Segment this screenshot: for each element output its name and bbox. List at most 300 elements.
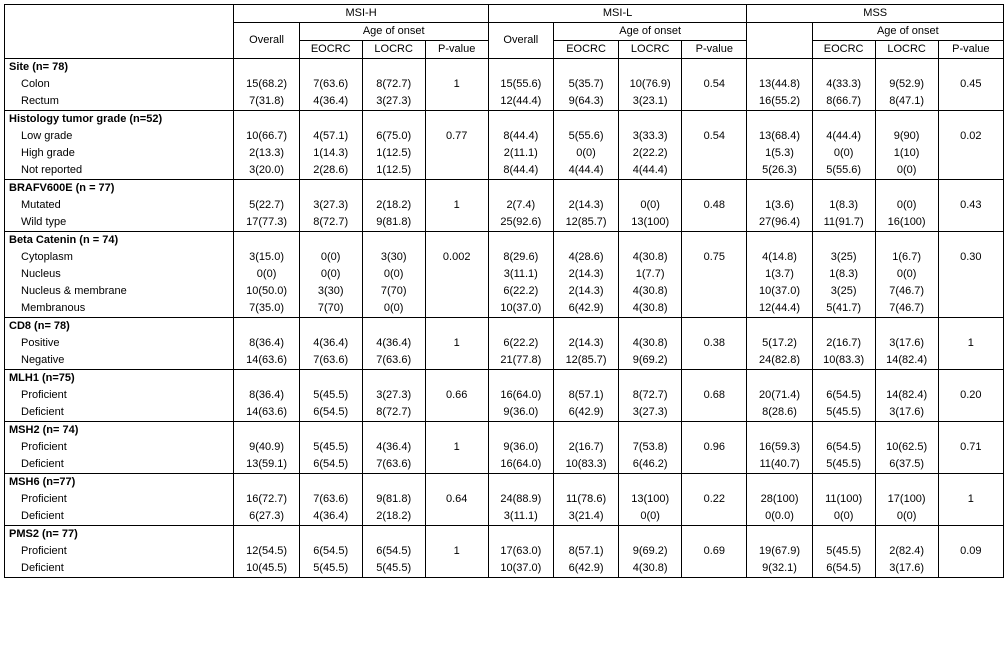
- header-overall-mss: [747, 23, 812, 59]
- row-label-block: [5, 318, 234, 370]
- value-cell: 3(17.6): [889, 337, 925, 349]
- group-title: CD8 (n= 78): [9, 320, 70, 332]
- value-block: [747, 111, 812, 180]
- value-cell: 8(72.7): [376, 406, 412, 418]
- header-corner-cell: [5, 5, 234, 59]
- value-cell: 16(64.0): [500, 458, 542, 470]
- value-block: [619, 474, 682, 526]
- pvalue-cell: 0.68: [703, 389, 725, 401]
- value-cell: 0(0): [320, 251, 341, 263]
- value-cell: 7(63.6): [376, 354, 412, 366]
- value-cell: 3(11.1): [503, 268, 538, 280]
- value-cell: 17(100): [887, 493, 926, 505]
- pvalue-block: [938, 59, 1003, 111]
- pvalue-block: [682, 474, 747, 526]
- pvalue-cell: [426, 508, 488, 525]
- pvalue-block: [425, 111, 488, 180]
- table-row: [5, 59, 1004, 111]
- pvalue-block: [425, 526, 488, 578]
- value-cell: 8(44.4): [503, 130, 539, 142]
- value-cell: 3(15.0): [249, 251, 285, 263]
- value-cell: 27(96.4): [759, 216, 801, 228]
- value-block: [488, 422, 553, 474]
- pvalue-cell: [939, 93, 1003, 110]
- value-cell: 3(17.6): [889, 562, 925, 574]
- value-cell: 6(54.5): [313, 545, 349, 557]
- value-cell: 5(45.5): [376, 562, 412, 574]
- value-cell: 4(30.8): [632, 302, 668, 314]
- value-block: [812, 111, 875, 180]
- pvalue-cell: [939, 404, 1003, 421]
- value-block: [299, 422, 362, 474]
- value-cell: 2(82.4): [889, 545, 925, 557]
- value-block: [875, 180, 938, 232]
- group-title: MSH6 (n=77): [9, 476, 76, 488]
- pvalue-cell: 0.09: [960, 545, 982, 557]
- value-cell: 10(37.0): [500, 562, 542, 574]
- value-block: [299, 232, 362, 318]
- value-cell: 7(31.8): [249, 95, 285, 107]
- value-block: [553, 370, 618, 422]
- value-cell: 6(22.2): [503, 337, 539, 349]
- row-label: Deficient: [21, 562, 64, 574]
- value-cell: 4(57.1): [313, 130, 349, 142]
- pvalue-cell: [682, 352, 746, 369]
- value-cell: 8(72.7): [376, 78, 412, 90]
- table-row: [5, 318, 1004, 370]
- pvalue-block: [682, 111, 747, 180]
- pvalue-cell: [939, 162, 1003, 179]
- pvalue-block: [938, 111, 1003, 180]
- pvalue-block: [425, 318, 488, 370]
- value-cell: 0(0): [320, 268, 341, 280]
- value-block: [488, 474, 553, 526]
- pvalue-block: [938, 370, 1003, 422]
- group-title: Site (n= 78): [9, 61, 68, 73]
- group-title: PMS2 (n= 77): [9, 528, 78, 540]
- value-cell: 14(63.6): [246, 354, 288, 366]
- value-cell: 6(22.2): [503, 285, 539, 297]
- value-block: [619, 180, 682, 232]
- group-title: MSH2 (n= 74): [9, 424, 79, 436]
- row-label: Proficient: [21, 441, 67, 453]
- row-label-block: [5, 232, 234, 318]
- value-cell: 12(54.5): [246, 545, 288, 557]
- pvalue-cell: 0.66: [445, 389, 468, 401]
- value-cell: 0(0): [896, 510, 917, 522]
- value-cell: 19(67.9): [759, 545, 801, 557]
- value-cell: 8(36.4): [249, 337, 285, 349]
- value-cell: 2(11.1): [503, 147, 538, 159]
- value-cell: 2(14.3): [568, 199, 604, 211]
- pvalue-block: [938, 526, 1003, 578]
- value-block: [362, 111, 425, 180]
- value-cell: 3(27.3): [376, 95, 412, 107]
- value-block: [234, 232, 299, 318]
- row-label: Mutated: [21, 199, 61, 211]
- pvalue-block: [938, 232, 1003, 318]
- value-cell: 6(54.5): [313, 458, 349, 470]
- value-block: [875, 232, 938, 318]
- value-cell: 20(71.4): [759, 389, 801, 401]
- value-cell: 16(100): [887, 216, 926, 228]
- value-cell: 3(25): [830, 285, 857, 297]
- header-ageonset-msi-h: Age of onset: [299, 23, 488, 41]
- value-cell: 7(35.0): [249, 302, 285, 314]
- value-cell: 1(8.3): [829, 199, 859, 211]
- row-label: Colon: [21, 78, 50, 90]
- value-cell: 4(36.4): [313, 95, 349, 107]
- pvalue-cell: 0.96: [703, 441, 725, 453]
- value-block: [619, 59, 682, 111]
- pvalue-block: [938, 474, 1003, 526]
- value-cell: 13(59.1): [246, 458, 288, 470]
- table-row: [5, 111, 1004, 180]
- row-label: Deficient: [21, 458, 64, 470]
- value-block: [812, 370, 875, 422]
- table-header: [5, 5, 1004, 59]
- header-ageonset-mss: Age of onset: [812, 23, 1003, 41]
- group-title: MLH1 (n=75): [9, 372, 75, 384]
- value-cell: 12(44.4): [759, 302, 801, 314]
- value-block: [553, 111, 618, 180]
- value-cell: 12(85.7): [565, 216, 607, 228]
- pvalue-cell: [682, 300, 746, 317]
- pvalue-cell: 0.002: [442, 251, 471, 263]
- table-row: [5, 526, 1004, 578]
- value-cell: 1(10): [893, 147, 920, 159]
- value-cell: 5(45.5): [826, 458, 862, 470]
- value-cell: 25(92.6): [500, 216, 542, 228]
- value-block: [299, 370, 362, 422]
- value-cell: 7(70): [317, 302, 344, 314]
- pvalue-block: [425, 180, 488, 232]
- value-cell: 10(45.5): [246, 562, 288, 574]
- value-block: [553, 526, 618, 578]
- value-cell: 5(26.3): [762, 164, 797, 176]
- table-sheet: [0, 4, 1006, 665]
- value-cell: 6(42.9): [568, 406, 604, 418]
- value-cell: 2(14.3): [568, 268, 604, 280]
- pvalue-cell: 1: [453, 337, 460, 349]
- value-block: [362, 180, 425, 232]
- header-row-groups: [5, 5, 1004, 23]
- row-label: Cytoplasm: [21, 251, 73, 263]
- pvalue-cell: 1: [967, 337, 974, 349]
- value-block: [299, 474, 362, 526]
- value-cell: 9(69.2): [632, 545, 668, 557]
- pvalue-cell: 0.77: [445, 130, 468, 142]
- group-title: Histology tumor grade (n=52): [9, 113, 163, 125]
- row-label: Deficient: [21, 510, 64, 522]
- value-block: [362, 232, 425, 318]
- row-label-block: [5, 59, 234, 111]
- value-cell: 11(40.7): [759, 458, 800, 470]
- row-label: Nucleus: [21, 268, 61, 280]
- value-cell: 7(63.6): [376, 458, 412, 470]
- value-cell: 10(50.0): [246, 285, 288, 297]
- value-cell: 5(55.6): [826, 164, 862, 176]
- value-cell: 9(40.9): [249, 441, 285, 453]
- value-block: [747, 318, 812, 370]
- value-cell: 6(54.5): [826, 441, 862, 453]
- pvalue-cell: [682, 508, 746, 525]
- value-cell: 8(36.4): [249, 389, 285, 401]
- value-cell: 4(14.8): [762, 251, 797, 263]
- value-block: [234, 111, 299, 180]
- value-cell: 10(83.3): [565, 458, 607, 470]
- value-cell: 5(45.5): [313, 562, 349, 574]
- value-cell: 4(30.8): [632, 251, 668, 263]
- value-block: [875, 370, 938, 422]
- value-cell: 1(12.5): [376, 147, 412, 159]
- value-cell: 0(0): [896, 199, 917, 211]
- header-eocrc-msi-h: EOCRC: [299, 41, 362, 59]
- header-group-mss: MSS: [747, 5, 1004, 23]
- pvalue-block: [425, 370, 488, 422]
- pvalue-cell: 0.64: [445, 493, 468, 505]
- pvalue-cell: 0.43: [960, 199, 982, 211]
- value-block: [812, 59, 875, 111]
- header-overall-msi-l: Overall: [488, 23, 553, 59]
- value-cell: 16(64.0): [500, 389, 542, 401]
- value-cell: 1(5.3): [765, 147, 794, 159]
- value-cell: 10(76.9): [629, 78, 671, 90]
- pvalue-cell: 1: [453, 78, 460, 90]
- header-locrc-msi-l: LOCRC: [619, 41, 682, 59]
- pvalue-cell: [682, 93, 746, 110]
- value-block: [553, 180, 618, 232]
- value-cell: 4(36.4): [376, 441, 412, 453]
- value-block: [234, 59, 299, 111]
- pvalue-cell: 0.54: [703, 130, 725, 142]
- value-cell: 3(33.3): [632, 130, 668, 142]
- value-cell: 2(18.2): [376, 199, 412, 211]
- pvalue-cell: [939, 214, 1003, 231]
- value-block: [619, 232, 682, 318]
- pvalue-block: [682, 232, 747, 318]
- value-cell: 0(0): [383, 268, 404, 280]
- value-cell: 9(90): [893, 130, 920, 142]
- table-row: [5, 370, 1004, 422]
- value-cell: 7(63.6): [313, 78, 349, 90]
- value-block: [619, 318, 682, 370]
- value-block: [299, 180, 362, 232]
- pvalue-block: [682, 526, 747, 578]
- value-cell: 7(70): [380, 285, 407, 297]
- row-label: Positive: [21, 337, 60, 349]
- pvalue-block: [425, 232, 488, 318]
- value-cell: 8(57.1): [568, 389, 604, 401]
- value-cell: 24(82.8): [759, 354, 801, 366]
- value-cell: 6(75.0): [376, 130, 412, 142]
- row-label-block: [5, 526, 234, 578]
- row-label: Rectum: [21, 95, 59, 107]
- value-cell: 3(25): [830, 251, 857, 263]
- value-cell: 4(30.8): [632, 285, 668, 297]
- pvalue-cell: [682, 404, 746, 421]
- pvalue-cell: [426, 266, 488, 283]
- row-label-block: [5, 370, 234, 422]
- value-cell: 9(32.1): [762, 562, 797, 574]
- value-cell: 8(57.1): [568, 545, 604, 557]
- pvalue-cell: 0.69: [703, 545, 725, 557]
- value-block: [812, 422, 875, 474]
- value-cell: 6(46.2): [632, 458, 668, 470]
- pvalue-block: [425, 59, 488, 111]
- value-cell: 2(18.2): [376, 510, 412, 522]
- value-cell: 6(27.3): [249, 510, 285, 522]
- header-locrc-mss: LOCRC: [875, 41, 938, 59]
- value-cell: 15(68.2): [246, 78, 288, 90]
- row-label: Proficient: [21, 545, 67, 557]
- value-cell: 4(33.3): [826, 78, 862, 90]
- value-block: [234, 370, 299, 422]
- value-cell: 14(82.4): [886, 354, 928, 366]
- pvalue-cell: [682, 145, 746, 162]
- pvalue-cell: 1: [453, 545, 460, 557]
- value-cell: 7(46.7): [889, 302, 925, 314]
- value-cell: 10(37.0): [759, 285, 801, 297]
- value-cell: 7(46.7): [889, 285, 925, 297]
- value-block: [747, 59, 812, 111]
- value-cell: 4(30.8): [632, 562, 668, 574]
- value-cell: 0(0): [896, 268, 917, 280]
- value-cell: 13(68.4): [759, 130, 801, 142]
- value-cell: 2(22.2): [632, 147, 668, 159]
- value-cell: 5(45.5): [826, 545, 862, 557]
- pvalue-block: [682, 370, 747, 422]
- pvalue-cell: [426, 162, 488, 179]
- value-cell: 0(0): [256, 268, 277, 280]
- value-cell: 2(16.7): [568, 441, 604, 453]
- value-cell: 7(53.8): [632, 441, 668, 453]
- value-block: [488, 59, 553, 111]
- header-overall-msi-h: Overall: [234, 23, 299, 59]
- value-block: [747, 180, 812, 232]
- value-block: [553, 474, 618, 526]
- value-block: [747, 370, 812, 422]
- value-cell: 4(44.4): [826, 130, 862, 142]
- value-cell: 9(69.2): [632, 354, 668, 366]
- value-cell: 4(36.4): [313, 510, 349, 522]
- value-block: [553, 422, 618, 474]
- value-block: [299, 318, 362, 370]
- value-block: [234, 180, 299, 232]
- value-cell: 3(21.4): [568, 510, 604, 522]
- table-row: [5, 232, 1004, 318]
- table-row: [5, 474, 1004, 526]
- pvalue-cell: [939, 508, 1003, 525]
- value-cell: 8(72.7): [313, 216, 349, 228]
- value-block: [299, 111, 362, 180]
- value-block: [234, 422, 299, 474]
- value-cell: 11(100): [825, 493, 863, 505]
- value-block: [619, 111, 682, 180]
- value-block: [812, 474, 875, 526]
- pvalue-cell: 1: [967, 493, 974, 505]
- value-cell: 6(54.5): [826, 562, 862, 574]
- value-block: [488, 111, 553, 180]
- value-cell: 1(6.7): [892, 251, 921, 263]
- value-cell: 4(36.4): [313, 337, 349, 349]
- value-block: [362, 59, 425, 111]
- value-block: [553, 59, 618, 111]
- value-cell: 12(85.7): [565, 354, 607, 366]
- value-cell: 2(14.3): [568, 337, 604, 349]
- pvalue-block: [682, 422, 747, 474]
- value-cell: 8(66.7): [826, 95, 862, 107]
- value-cell: 2(28.6): [313, 164, 349, 176]
- pvalue-cell: [682, 214, 746, 231]
- value-cell: 5(45.5): [313, 389, 349, 401]
- value-block: [875, 422, 938, 474]
- pvalue-cell: 0.71: [960, 441, 982, 453]
- value-cell: 4(36.4): [376, 337, 412, 349]
- value-block: [747, 526, 812, 578]
- value-cell: 0(0): [833, 510, 854, 522]
- value-cell: 5(22.7): [249, 199, 285, 211]
- value-cell: 3(23.1): [632, 95, 668, 107]
- pvalue-cell: [939, 300, 1003, 317]
- header-pvalue-mss: P-value: [938, 41, 1003, 59]
- pvalue-cell: 0.02: [960, 130, 982, 142]
- pvalue-cell: [682, 162, 746, 179]
- pvalue-cell: [939, 352, 1003, 369]
- value-cell: 2(16.7): [826, 337, 862, 349]
- value-cell: 2(7.4): [506, 199, 536, 211]
- row-label: Negative: [21, 354, 65, 366]
- pvalue-cell: [939, 283, 1003, 300]
- pvalue-cell: [426, 404, 488, 421]
- value-block: [488, 526, 553, 578]
- pvalue-cell: [426, 145, 488, 162]
- value-cell: 16(59.3): [759, 441, 801, 453]
- group-title: Beta Catenin (n = 74): [9, 234, 119, 246]
- value-block: [362, 526, 425, 578]
- row-label-block: [5, 180, 234, 232]
- pvalue-block: [938, 318, 1003, 370]
- pvalue-cell: 1: [453, 199, 460, 211]
- value-block: [875, 526, 938, 578]
- pvalue-cell: 0.38: [703, 337, 725, 349]
- value-cell: 0(0): [640, 510, 660, 522]
- value-block: [362, 474, 425, 526]
- value-cell: 3(30): [317, 285, 344, 297]
- row-label: Proficient: [21, 389, 67, 401]
- pvalue-block: [938, 180, 1003, 232]
- value-block: [299, 526, 362, 578]
- value-cell: 8(28.6): [762, 406, 797, 418]
- value-block: [875, 318, 938, 370]
- value-block: [619, 370, 682, 422]
- header-pvalue-msi-h: P-value: [425, 41, 488, 59]
- value-cell: 15(55.6): [500, 78, 542, 90]
- value-block: [747, 422, 812, 474]
- pvalue-cell: [939, 560, 1003, 577]
- value-cell: 8(72.7): [632, 389, 668, 401]
- pvalue-cell: 0.54: [703, 78, 725, 90]
- row-label: Deficient: [21, 406, 64, 418]
- value-cell: 3(27.3): [632, 406, 668, 418]
- pvalue-cell: 1: [453, 441, 460, 453]
- value-cell: 1(3.6): [765, 199, 794, 211]
- results-table: [4, 4, 1004, 578]
- value-cell: 9(36.0): [503, 406, 539, 418]
- pvalue-cell: 0.22: [703, 493, 725, 505]
- header-eocrc-msi-l: EOCRC: [553, 41, 618, 59]
- value-cell: 3(20.0): [249, 164, 285, 176]
